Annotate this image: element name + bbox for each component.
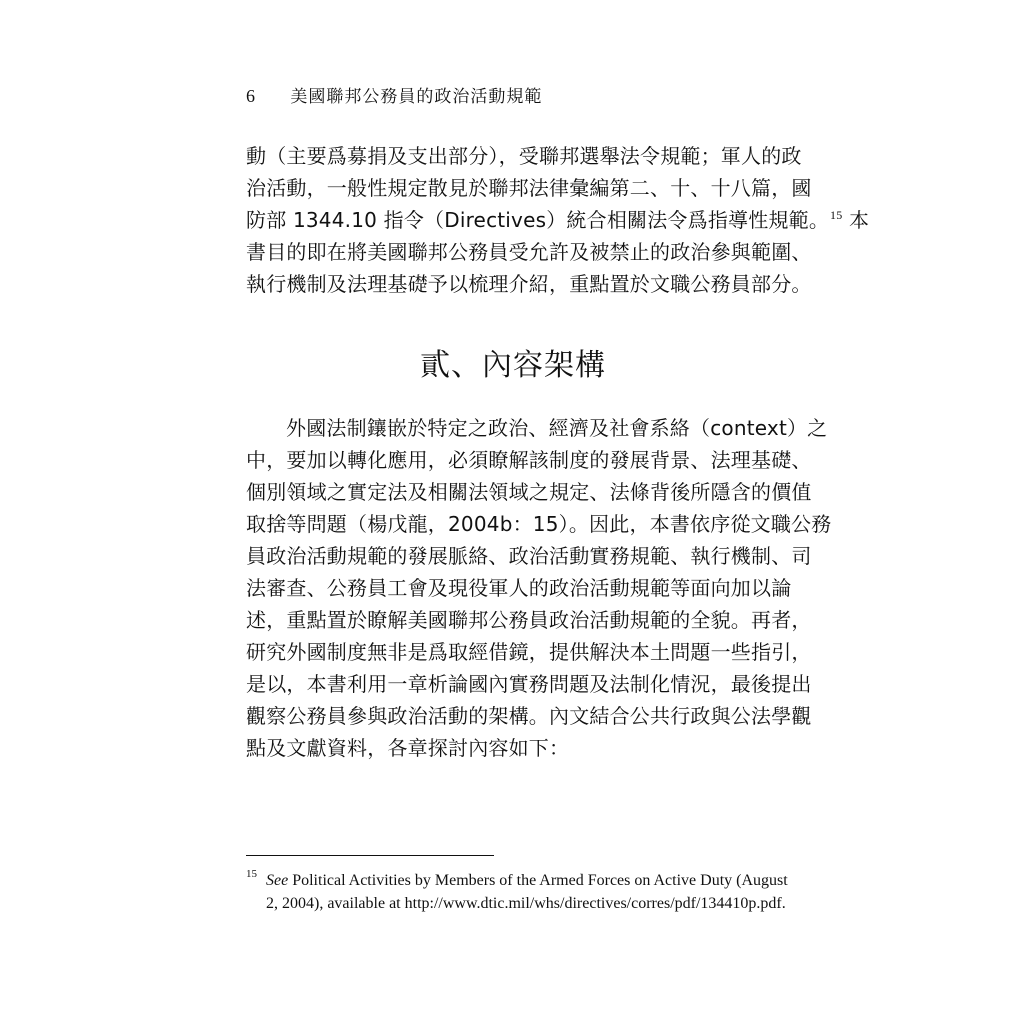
running-title: 美國聯邦公務員的政治活動規範 — [290, 87, 543, 107]
footnote-see: See — [266, 872, 289, 889]
paragraph-content-framework — [246, 412, 832, 764]
running-header — [246, 82, 542, 107]
paragraph-line: 書目的即在將美國聯邦公務員受允許及被禁止的政治參與範圍、 — [246, 240, 812, 264]
paragraph-line: 觀察公務員參與政治活動的架構。內文結合公共行政與公法學觀 — [246, 704, 812, 728]
paragraph-line: 法審查、公務員工會及現役軍人的政治活動規範等面向加以論 — [246, 576, 792, 600]
footnote — [246, 868, 788, 915]
paragraph-line-text: 防部 1344.10 指令（Directives）統合相關法令爲指導性規範。 — [246, 208, 830, 232]
paragraph-continued — [246, 140, 870, 300]
paragraph-line: 動（主要爲募捐及支出部分），受聯邦選舉法令規範；軍人的政 — [246, 144, 802, 168]
paragraph-line: 述，重點置於瞭解美國聯邦公務員政治活動規範的全貌。再者， — [246, 608, 812, 632]
paragraph-line: 是以，本書利用一章析論國內實務問題及法制化情況，最後提出 — [246, 672, 812, 696]
paragraph-line: 中，要加以轉化應用，必須瞭解該制度的發展背景、法理基礎、 — [246, 448, 812, 472]
page-number: 6 — [246, 86, 256, 106]
paragraph-line: 點及文獻資料，各章探討內容如下： — [246, 736, 570, 760]
footnote-separator — [246, 855, 494, 856]
paragraph-line: 員政治活動規範的發展脈絡、政治活動實務規範、執行機制、司 — [246, 544, 812, 568]
footnote-text: Political Activities by Members of the Armed Forces on Active Duty (August — [288, 872, 788, 889]
section-heading: 貳、內容架構 — [420, 348, 606, 383]
footnote-reference[interactable]: 15 — [830, 208, 843, 223]
footnote-line — [246, 869, 788, 892]
footnote-number: 15 — [246, 868, 257, 880]
paragraph-line: 取捨等問題（楊戊龍，2004b：15）。因此，本書依序從文職公務 — [246, 512, 832, 536]
paragraph-line: 個別領域之實定法及相關法領域之規定、法條背後所隱含的價值 — [246, 480, 812, 504]
paragraph-line — [246, 204, 870, 236]
paragraph-line: 研究外國制度無非是爲取經借鏡，提供解決本土問題一些指引， — [246, 640, 812, 664]
footnote-line[interactable]: 2, 2004), available at http://www.dtic.mil/whs/directives/corres/pdf/134410p.pdf. — [266, 895, 786, 912]
paragraph-line-text: 本 — [842, 208, 870, 232]
paragraph-line: 執行機制及法理基礎予以梳理介紹，重點置於文職公務員部分。 — [246, 272, 812, 296]
paragraph-line: 治活動，一般性規定散見於聯邦法律彙編第二、十、十八篇，國 — [246, 176, 812, 200]
paragraph-line: 外國法制鑲嵌於特定之政治、經濟及社會系絡（context）之 — [286, 416, 828, 440]
